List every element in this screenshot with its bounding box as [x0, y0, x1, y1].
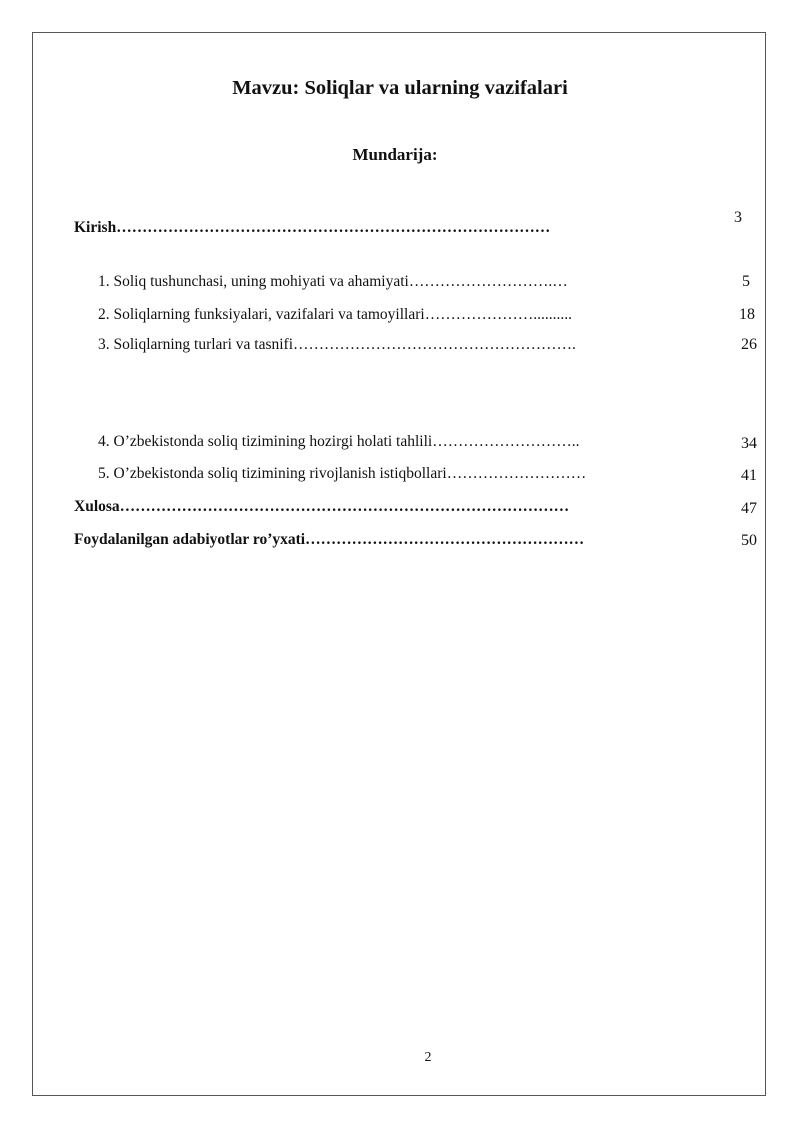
toc-page-introduction: 3: [734, 209, 742, 226]
document-title: Mavzu: Soliqlar va ularning vazifalari: [232, 77, 568, 99]
toc-entry-chapter-2: 2. Soliqlarning funksiyalari, vazifalari va tamoyillari…………………..........: [98, 306, 572, 323]
page-number: 2: [424, 1050, 432, 1065]
toc-page-chapter-2: 18: [739, 306, 755, 323]
toc-entry-chapter-1: 1. Soliq tushunchasi, uning mohiyati va ahamiyati……………………….…: [98, 273, 568, 290]
toc-page-chapter-1: 5: [742, 273, 750, 290]
toc-entry-conclusion: Xulosa……………………………………………………………………………: [74, 498, 570, 515]
toc-entry-chapter-3: 3. Soliqlarning turlari va tasnifi……………………………………………….: [98, 336, 576, 353]
toc-page-chapter-5: 41: [741, 467, 757, 484]
page-border: [32, 32, 766, 1096]
toc-page-chapter-4: 34: [741, 435, 757, 452]
toc-page-conclusion: 47: [741, 500, 757, 517]
toc-heading: Mundarija:: [352, 145, 438, 164]
toc-page-references: 50: [741, 532, 757, 549]
toc-entry-introduction: Kirish…………………………………………………………………………: [74, 219, 551, 236]
toc-page-chapter-3: 26: [741, 336, 757, 353]
toc-entry-chapter-4: 4. O’zbekistonda soliq tizimining hozirgi holati tahlili………………………..: [98, 433, 580, 450]
toc-entry-references: Foydalanilgan adabiyotlar ro’yxati………………………………………………: [74, 531, 585, 548]
toc-entry-chapter-5: 5. O’zbekistonda soliq tizimining rivojlanish istiqbollari………………………: [98, 465, 587, 482]
